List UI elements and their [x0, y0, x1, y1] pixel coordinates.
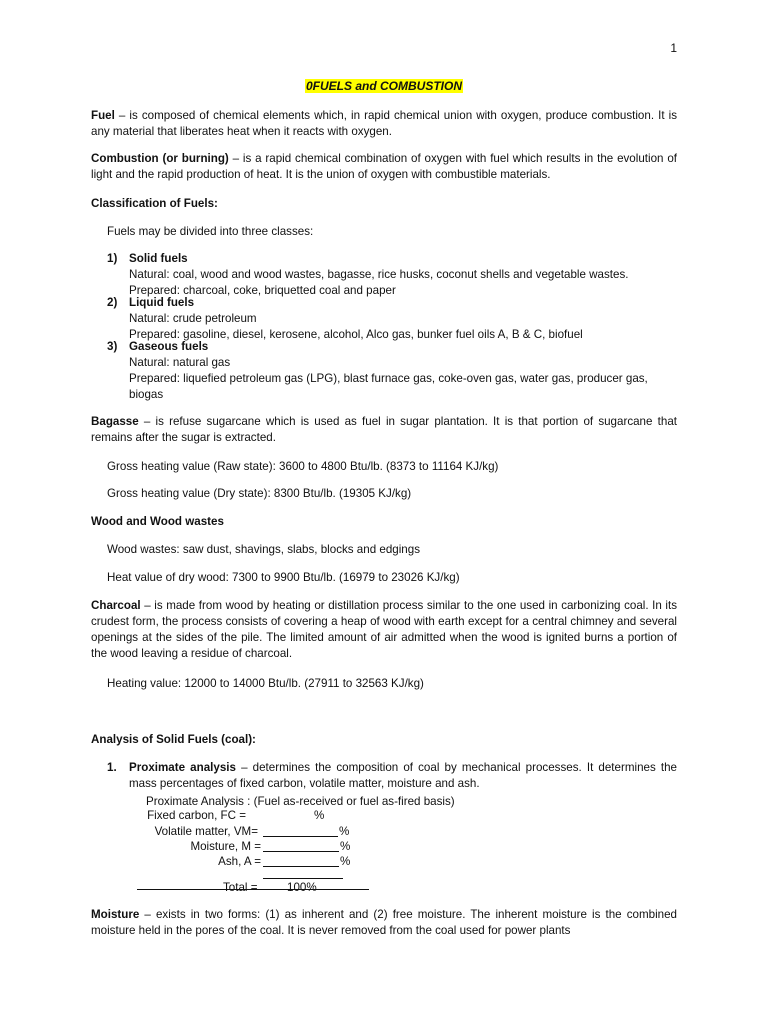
row-unit: % — [340, 840, 351, 853]
class-name: Solid fuels — [129, 252, 188, 265]
strike-line — [137, 889, 369, 890]
fuel-definition — [91, 108, 677, 140]
class-natural: Natural: crude petroleum — [129, 312, 257, 325]
row-unit: % — [340, 855, 351, 868]
moisture-text: – exists in two forms: (1) as inherent and (2) free moisture. The inherent moisture is the combined moisture held in the pores of the coal. It is never removed from the coal used for power plants — [91, 908, 677, 937]
title-line — [0, 78, 768, 95]
class-name: Gaseous fuels — [129, 340, 209, 353]
list-number: 3) — [107, 340, 118, 353]
moisture-term: Moisture — [91, 908, 140, 921]
bagasse-text: – is refuse sugarcane which is used as fuel in sugar plantation. It is that portion of sugarcane that remains after the sugar is extracted. — [91, 415, 677, 444]
row-label: Volatile matter, VM= — [154, 825, 258, 838]
charcoal-term: Charcoal — [91, 599, 141, 612]
list-number: 1. — [107, 761, 117, 774]
charcoal-text: – is made from wood by heating or distillation process similar to the one used in carbonizing coal. In its crudest form, the process consists of covering a heap of wood with earth except for a central chimney and several openings at the sides of the pile. The limited amount of air admitted when the wood is ignited burns a portion of the wood leaving a residue of charcoal. — [91, 599, 677, 660]
row-unit: % — [339, 825, 350, 838]
proximate-term: Proximate analysis — [129, 761, 236, 774]
class-prepared: Prepared: liquefied petroleum gas (LPG), blast furnace gas, coke-oven gas, water gas, producer gas, biogas — [129, 372, 648, 401]
bagasse-definition — [91, 414, 677, 446]
row-label: Ash, A = — [218, 855, 261, 868]
combustion-text: – is a rapid chemical combination of oxygen with fuel which results in the evolution of light and the rapid production of heat. It is the union of oxygen with combustible materials. — [91, 152, 677, 181]
fuel-class-item — [107, 339, 677, 403]
class-natural: Natural: natural gas — [129, 356, 231, 369]
bagasse-dry-value: Gross heating value (Dry state): 8300 Btu/lb. (19305 KJ/kg) — [107, 487, 412, 500]
sum-line — [263, 866, 343, 879]
row-label: Moisture, M = — [190, 840, 261, 853]
proximate-analysis-item — [107, 760, 677, 792]
class-prepared: Prepared: charcoal, coke, briquetted coal and paper — [129, 284, 396, 297]
fuel-term: Fuel — [91, 109, 115, 122]
fuel-text: – is composed of chemical elements which, in rapid chemical union with oxygen, produce combustion. It is any material that liberates heat when it reacts with oxygen. — [91, 109, 677, 138]
list-number: 2) — [107, 296, 118, 309]
wood-heading: Wood and Wood wastes — [91, 515, 224, 528]
total-value: 100% — [287, 881, 317, 894]
blank-line — [263, 839, 339, 852]
fuel-class-item — [107, 251, 677, 299]
classification-intro: Fuels may be divided into three classes: — [107, 225, 314, 238]
blank-line — [263, 824, 338, 837]
classification-heading: Classification of Fuels: — [91, 197, 218, 210]
analysis-heading: Analysis of Solid Fuels (coal): — [91, 733, 256, 746]
bagasse-term: Bagasse — [91, 415, 139, 428]
charcoal-definition — [91, 598, 677, 662]
bagasse-raw-value: Gross heating value (Raw state): 3600 to 4800 Btu/lb. (8373 to 11164 KJ/kg) — [107, 460, 499, 473]
charcoal-heating-value: Heating value: 12000 to 14000 Btu/lb. (27911 to 32563 KJ/kg) — [107, 677, 424, 690]
wood-wastes: Wood wastes: saw dust, shavings, slabs, blocks and edgings — [107, 543, 420, 556]
combustion-definition — [91, 151, 677, 183]
proximate-caption: Proximate Analysis : (Fuel as-received or fuel as-fired basis) — [146, 795, 455, 808]
class-prepared: Prepared: gasoline, diesel, kerosene, alcohol, Alco gas, bunker fuel oils A, B & C, biofuel — [129, 328, 583, 341]
row-label: Fixed carbon, FC = — [147, 809, 246, 822]
row-unit: % — [314, 809, 325, 822]
wood-heat-value: Heat value of dry wood: 7300 to 9900 Btu/lb. (16979 to 23026 KJ/kg) — [107, 571, 460, 584]
class-natural: Natural: coal, wood and wood wastes, bagasse, rice husks, coconut shells and vegetable wastes. — [129, 268, 629, 281]
proximate-total-row — [137, 880, 369, 896]
proximate-text: – determines the composition of coal by mechanical processes. It determines the mass percentages of fixed carbon, volatile matter, moisture and ash. — [129, 761, 678, 790]
page-number: 1 — [670, 41, 677, 55]
list-number: 1) — [107, 252, 118, 265]
moisture-definition — [91, 907, 677, 939]
combustion-term: Combustion (or burning) — [91, 152, 229, 165]
fuel-class-item — [107, 295, 677, 343]
document-title: 0FUELS and COMBUSTION — [305, 79, 462, 93]
class-name: Liquid fuels — [129, 296, 195, 309]
total-label: Total = — [223, 881, 258, 894]
